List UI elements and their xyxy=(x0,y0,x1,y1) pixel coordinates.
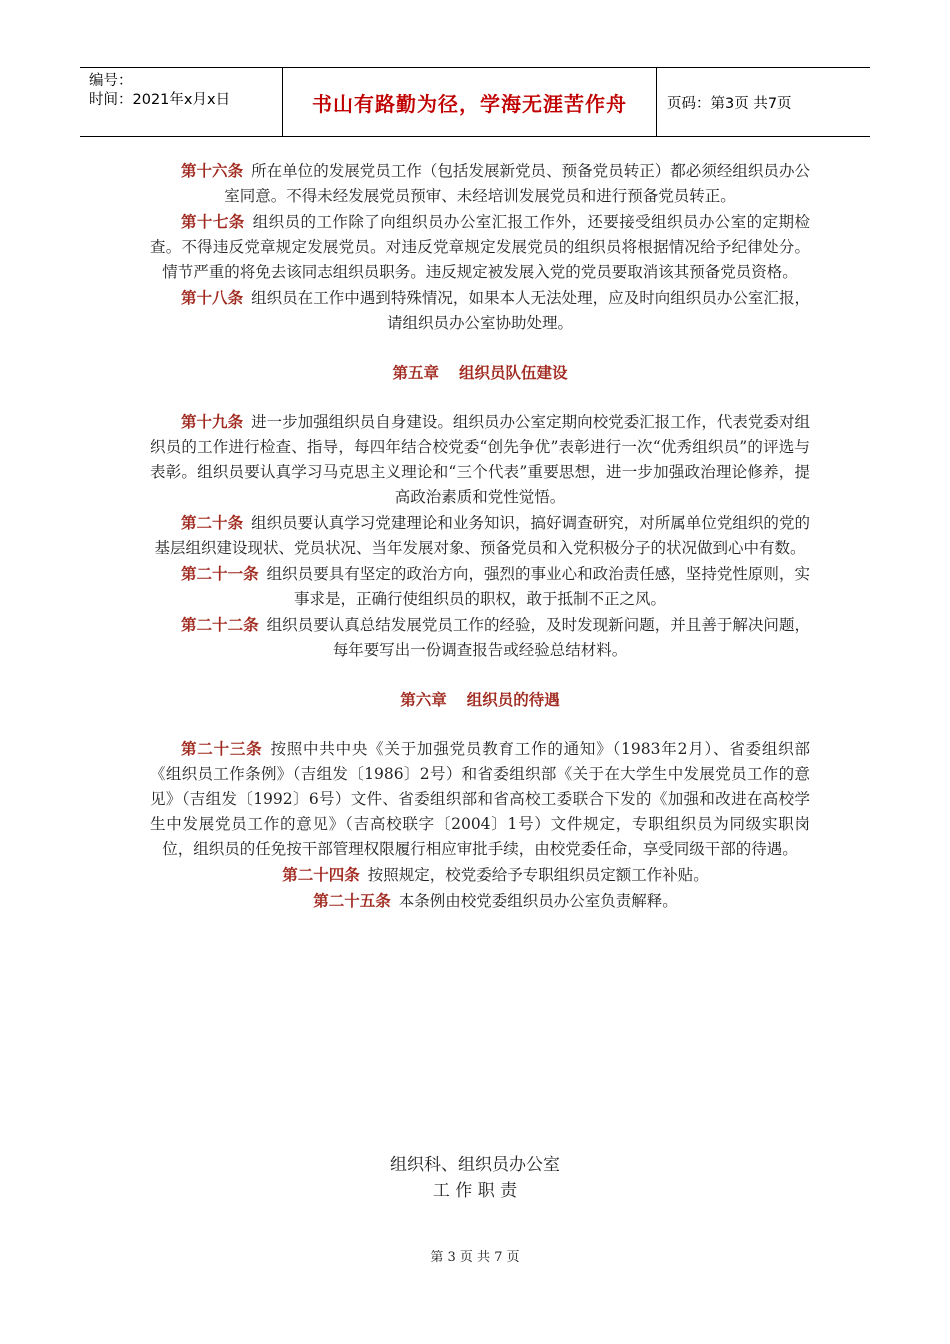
doc-number-label: 编号： xyxy=(89,73,133,89)
article-label: 第二十一条 xyxy=(181,564,259,583)
chapter-title: 组织员队伍建设 xyxy=(459,363,568,382)
article-label: 第二十条 xyxy=(181,513,244,532)
article-20 xyxy=(150,510,810,561)
header-motto: 书山有路勤为径，学海无涯苦作舟 xyxy=(312,91,627,116)
article-text: 组织员要认真总结发展党员工作的经验，及时发现新问题，并且善于解决问题，每年要写出一份调查报告或经验总结材料。 xyxy=(266,616,810,659)
article-text: 组织员要认真学习党建理论和业务知识，搞好调查研究，对所属单位党组织的党的基层组织建设现状、党员状况、当年发展对象、预备党员和入党积极分子的状况做到心中有数。 xyxy=(154,514,810,557)
article-25 xyxy=(150,888,810,914)
article-22 xyxy=(150,612,810,663)
article-21 xyxy=(150,561,810,612)
article-label: 第十六条 xyxy=(181,161,244,180)
chapter-title: 组织员的待遇 xyxy=(466,690,560,709)
chapter-number: 第五章 xyxy=(392,363,439,382)
article-text: 所在单位的发展党员工作（包括发展新党员、预备党员转正）都必须经组织员办公室同意。不得未经发展党员预审、未经培训发展党员和进行预备党员转正。 xyxy=(224,162,810,205)
section-title-line1: 组织科、组织员办公室 xyxy=(390,1155,560,1175)
article-label: 第二十五条 xyxy=(313,891,391,910)
article-label: 第二十三条 xyxy=(181,739,263,758)
article-16 xyxy=(150,158,810,209)
header-motto-cell xyxy=(282,68,657,136)
article-18 xyxy=(150,285,810,336)
article-text: 组织员要具有坚定的政治方向，强烈的事业心和政治责任感，坚持党性原则，实事求是，正确行使组织员的职权，敢于抵制不正之风。 xyxy=(266,565,810,608)
article-label: 第十七条 xyxy=(181,212,245,231)
article-label: 第十八条 xyxy=(181,288,244,307)
chapter-number: 第六章 xyxy=(400,690,447,709)
section-title-line2: 工 作 职 责 xyxy=(432,1181,518,1201)
header-meta xyxy=(80,68,282,136)
chapter-5-heading xyxy=(150,360,810,385)
article-text: 进一步加强组织员自身建设。组织员办公室定期向校党委汇报工作，代表党委对组织员的工作进行检查、指导，每四年结合校党委“创先争优”表彰进行一次“优秀组织员”的评选与表彰。组织员要认真学习马克思主义理论和“三个代表”重要思想，进一步加强政治理论修养，提高政治素质和党性觉悟。 xyxy=(150,413,810,506)
article-text: 组织员的工作除了向组织员办公室汇报工作外，还要接受组织员办公室的定期检查。不得违反党章规定发展党员。对违反党章规定发展党员的组织员将根据情况给予纪律处分。情节严重的将免去该同志组织员职务。违反规定被发展入党的党员要取消该其预备党员资格。 xyxy=(150,213,810,281)
next-section-title xyxy=(0,1152,950,1204)
header-page-info: 页码：第3页 共7页 xyxy=(667,95,792,112)
article-19 xyxy=(150,409,810,510)
article-text: 本条例由校党委组织员办公室负责解释。 xyxy=(398,892,678,910)
article-label: 第十九条 xyxy=(181,412,244,431)
article-24 xyxy=(150,862,810,888)
page-number: 第 3 页 共 7 页 xyxy=(430,1250,520,1265)
document-body xyxy=(150,158,810,914)
article-text: 组织员在工作中遇到特殊情况，如果本人无法处理，应及时向组织员办公室汇报，请组织员办公室协助处理。 xyxy=(251,289,810,332)
chapter-6-heading xyxy=(150,687,810,712)
article-23 xyxy=(150,736,810,862)
article-text: 按照规定，校党委给予专职组织员定额工作补贴。 xyxy=(367,866,709,884)
article-text: 按照中共中央《关于加强党员教育工作的通知》（1983年2月）、省委组织部《组织员工作条例》（吉组发〔1986〕2号）和省委组织部《关于在大学生中发展党员工作的意见》（吉组发〔1992〕6号）文件、省委组织部和省高校工委联合下发的《加强和改进在高校学生中发展党员工作的意见》（吉高校联字〔2004〕1号）文件规定，专职组织员为同级实职岗位，组织员的任免按干部管理权限履行相应审批手续，由校党委任命，享受同级干部的待遇。 xyxy=(150,740,810,858)
doc-date-label: 时间：2021年x月x日 xyxy=(89,92,231,108)
page-header xyxy=(80,67,870,137)
article-label: 第二十二条 xyxy=(181,615,259,634)
article-17 xyxy=(150,209,810,285)
article-label: 第二十四条 xyxy=(282,865,360,884)
